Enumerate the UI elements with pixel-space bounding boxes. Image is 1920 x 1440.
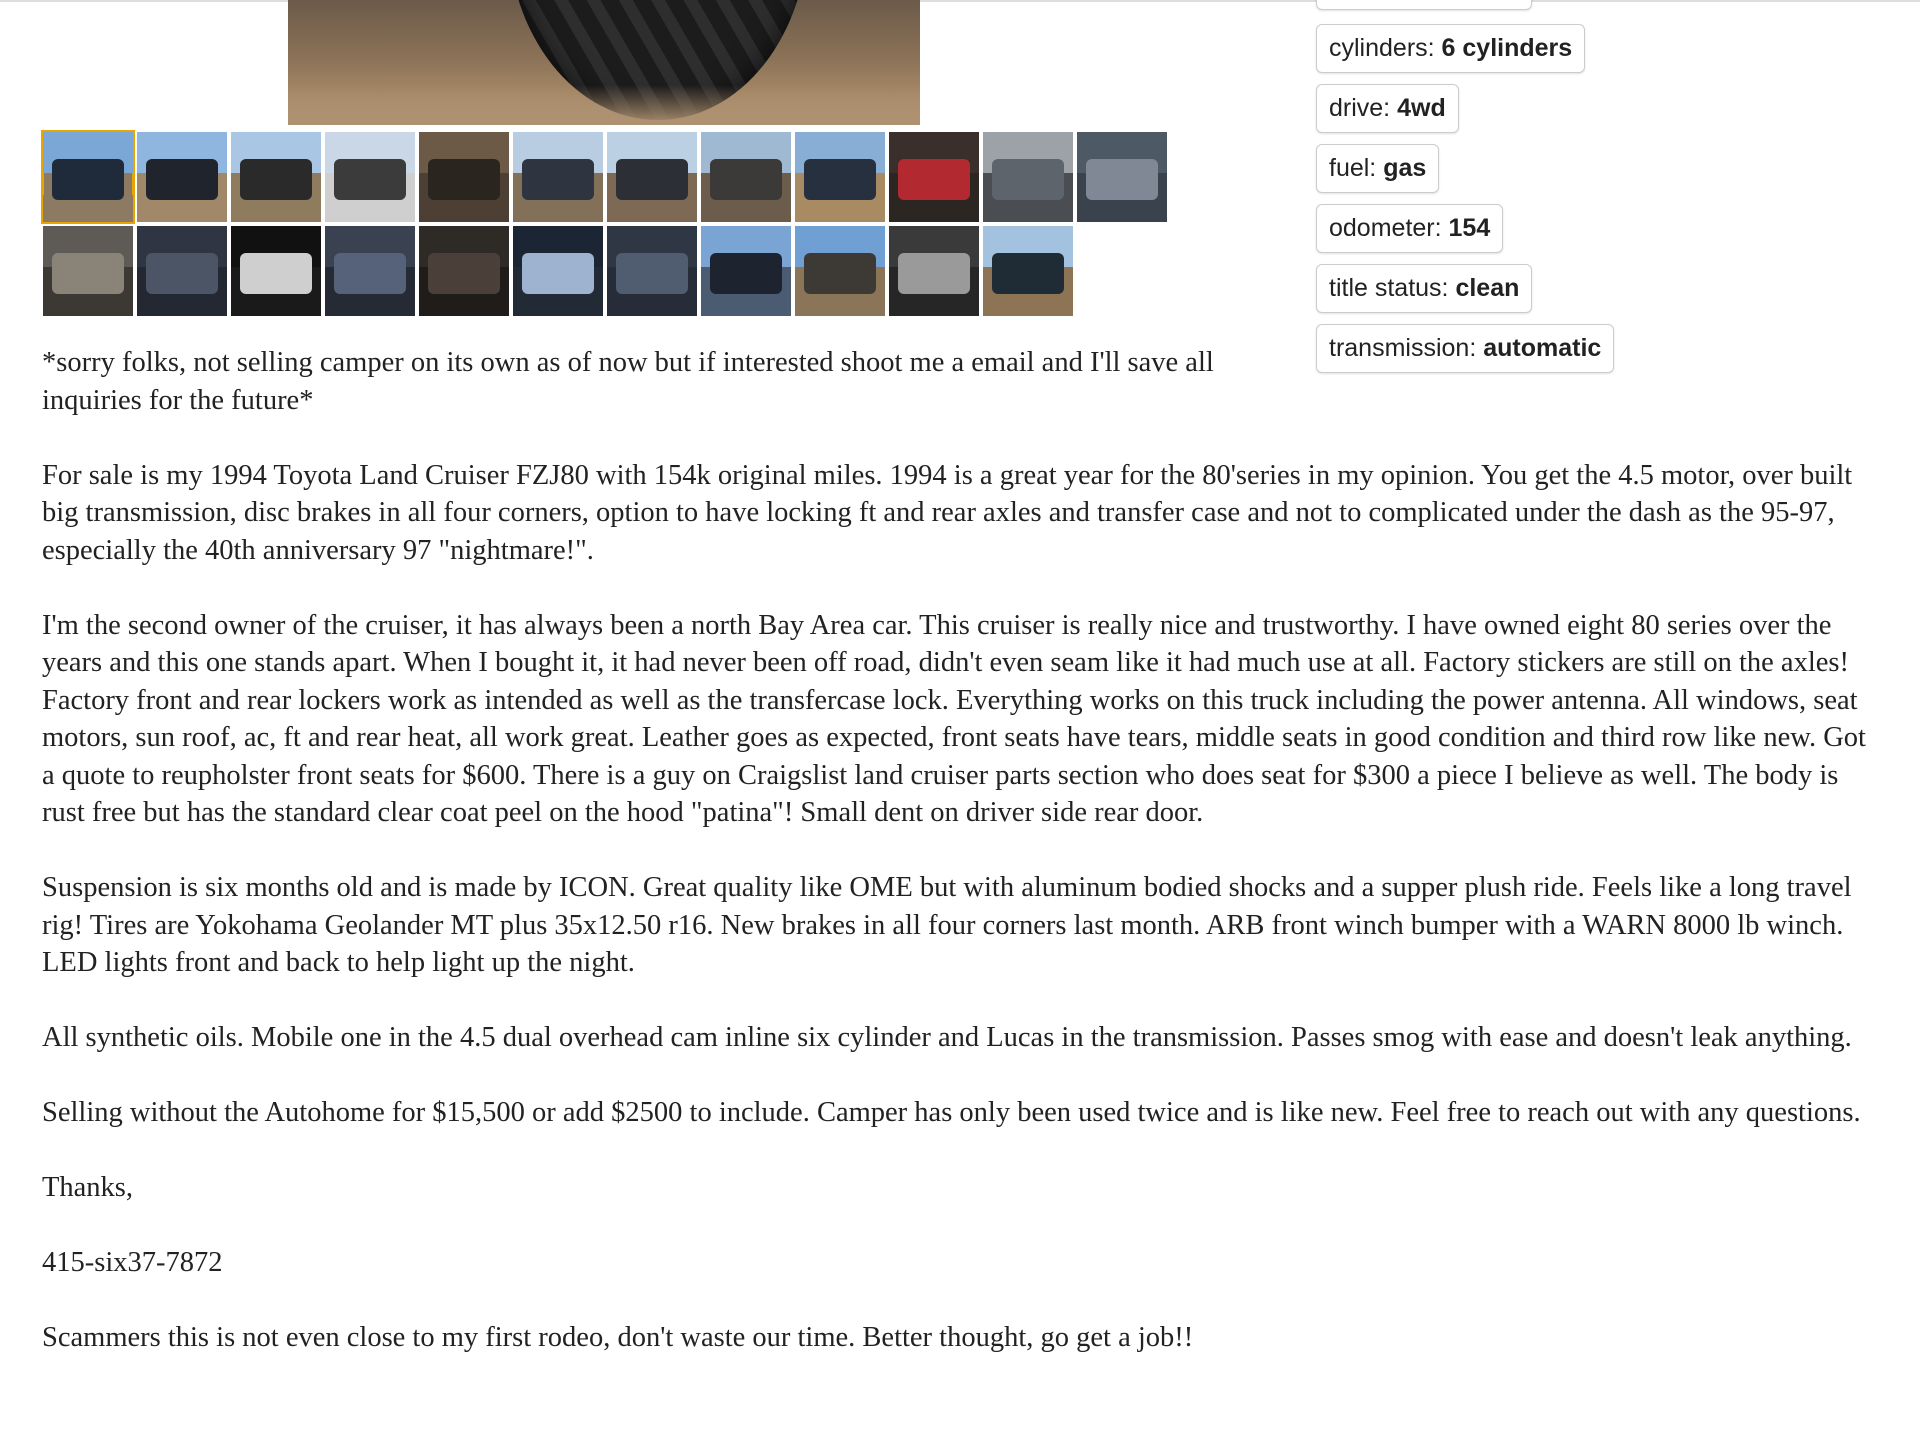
- gallery-thumbnail[interactable]: [419, 226, 509, 316]
- attribute-value: 6 cylinders: [1441, 34, 1573, 62]
- gallery-thumbnail[interactable]: [795, 226, 885, 316]
- attribute-value: automatic: [1483, 334, 1602, 362]
- thumbnail-image-part: [616, 253, 688, 294]
- thumbnail-image-part: [240, 159, 312, 200]
- gallery-thumbnail[interactable]: [43, 226, 133, 316]
- attribute-odometer: [1316, 204, 1503, 253]
- attribute-label: drive:: [1329, 94, 1398, 122]
- posting-paragraph-intro: For sale is my 1994 Toyota Land Cruiser FZJ80 with 154k original miles. 1994 is a great year for the 80'series in my opinion. You get the 4.5 motor, over built big transmission, disc brakes in all four corners, option to have locking ft and rear axles and transfer case and not to complicated under the dash as the 95-97, especially the 40th anniversary 97 "nightmare!".: [42, 459, 1853, 566]
- posting-paragraph-condition: I'm the second owner of the cruiser, it has always been a north Bay Area car. This cruiser is really nice and trustworthy. I have owned eight 80 series over the years and this one stands apart. When I bought it, it had never been off road, didn't even seam like it had much use at all. Factory stickers are still on the axles! Factory front and rear lockers work as intended as well as the transfercase lock. Everything works on this truck including the power antenna. All windows, seat motors, sun roof, ac, ft and rear heat, all work great. Leather goes as expected, front seats have tears, middle seats in good condition and third row like new. Got a quote to reupholster front seats for $600. There is a guy on Craigslist land cruiser parts section who does seat for $300 a piece I believe as well. The body is rust free but has the standard clear coat peel on the hood "patina"! Small dent on driver side rear door.: [42, 609, 1866, 828]
- gallery-thumbnail[interactable]: [607, 132, 697, 222]
- thumbnail-image-part: [1086, 159, 1158, 200]
- gallery-thumbnail[interactable]: [419, 132, 509, 222]
- posting-paragraph-suspension: Suspension is six months old and is made by ICON. Great quality like OME but with aluminum bodied shocks and a supper plush ride. Feels like a long travel rig! Tires are Yokohama Geolander MT plus 35x12.50 r16. New brakes in all four corners last month. ARB front winch bumper with a WARN 8000 lb winch. LED lights front and back to help light up the night.: [42, 872, 1852, 978]
- gallery-thumbnail[interactable]: [701, 226, 791, 316]
- attribute-title-status: [1316, 264, 1532, 313]
- posting-camper-note: *sorry folks, not selling camper on its own as of now but if interested shoot me a email and I'll save all inquiries for the future*: [42, 347, 1214, 416]
- gallery-thumbnail[interactable]: [795, 132, 885, 222]
- posting-paragraph-price: Selling without the Autohome for $15,500 or add $2500 to include. Camper has only been used twice and is like new. Feel free to reach out with any questions.: [42, 1097, 1861, 1128]
- gallery-thumbnail[interactable]: [325, 132, 415, 222]
- posting-body: [42, 344, 1882, 1394]
- gallery-thumbnail[interactable]: [43, 132, 133, 222]
- thumbnail-image-part: [428, 159, 500, 200]
- thumbnail-image-part: [898, 159, 970, 200]
- thumbnail-image-part: [522, 159, 594, 200]
- gallery-thumbnail[interactable]: [231, 226, 321, 316]
- thumbnail-image-part: [428, 253, 500, 294]
- gallery-thumbnail[interactable]: [513, 132, 603, 222]
- gallery-thumbnail[interactable]: [325, 226, 415, 316]
- gallery-thumbnail[interactable]: [1077, 132, 1167, 222]
- thumbnail-image-part: [898, 253, 970, 294]
- thumbnail-image-part: [146, 253, 218, 294]
- thumbnail-image-part: [52, 253, 124, 294]
- thumbnail-image-part: [240, 253, 312, 294]
- gallery-thumbnail[interactable]: [701, 132, 791, 222]
- posting-scammer-warning: Scammers this is not even close to my first rodeo, don't waste our time. Better thought, go get a job!!: [42, 1322, 1194, 1353]
- thumbnail-image-part: [616, 159, 688, 200]
- thumbnail-image-part: [710, 253, 782, 294]
- gallery-thumbnail[interactable]: [983, 226, 1073, 316]
- ground-image-detail: [288, 85, 920, 125]
- gallery-thumbnail[interactable]: [137, 226, 227, 316]
- attribute-value: 154: [1448, 214, 1491, 242]
- attribute-fuel: [1316, 144, 1439, 193]
- gallery-thumbnail[interactable]: [889, 226, 979, 316]
- thumbnail-image-part: [804, 253, 876, 294]
- gallery-thumbnail[interactable]: [231, 132, 321, 222]
- attribute-label: cylinders:: [1329, 34, 1442, 62]
- thumbnail-gallery: [42, 130, 1172, 318]
- gallery-thumbnail[interactable]: [983, 132, 1073, 222]
- thumbnail-image-part: [992, 159, 1064, 200]
- thumbnail-image-part: [334, 159, 406, 200]
- attribute-cut-off: [1316, 0, 1532, 10]
- attribute-value: 4wd: [1397, 94, 1446, 122]
- gallery-thumbnail[interactable]: [889, 132, 979, 222]
- attribute-drive: [1316, 84, 1459, 133]
- thumbnail-image-part: [146, 159, 218, 200]
- gallery-thumbnail[interactable]: [513, 226, 603, 316]
- attribute-value: clean: [1455, 274, 1520, 302]
- gallery-thumbnail[interactable]: [607, 226, 697, 316]
- attribute-value: gas: [1383, 154, 1427, 182]
- attribute-label: fuel:: [1329, 154, 1384, 182]
- thumbnail-image-part: [334, 253, 406, 294]
- posting-signoff: Thanks,: [42, 1172, 134, 1203]
- gallery-thumbnail[interactable]: [137, 132, 227, 222]
- attribute-label: title status:: [1329, 274, 1456, 302]
- thumbnail-row-2: [42, 224, 1172, 318]
- attribute-label: transmission:: [1329, 334, 1484, 362]
- thumbnail-image-part: [522, 253, 594, 294]
- thumbnail-row-1: [42, 130, 1172, 224]
- thumbnail-image-part: [992, 253, 1064, 294]
- main-listing-photo[interactable]: [288, 0, 920, 125]
- attribute-cylinders: [1316, 24, 1585, 73]
- thumbnail-image-part: [804, 159, 876, 200]
- thumbnail-image-part: [710, 159, 782, 200]
- posting-phone: 415-six37-7872: [42, 1247, 223, 1278]
- thumbnail-image-part: [52, 159, 124, 200]
- posting-paragraph-oils: All synthetic oils. Mobile one in the 4.5 dual overhead cam inline six cylinder and Lucas in the transmission. Passes smog with ease and doesn't leak anything.: [42, 1022, 1852, 1053]
- attribute-label: odometer:: [1329, 214, 1449, 242]
